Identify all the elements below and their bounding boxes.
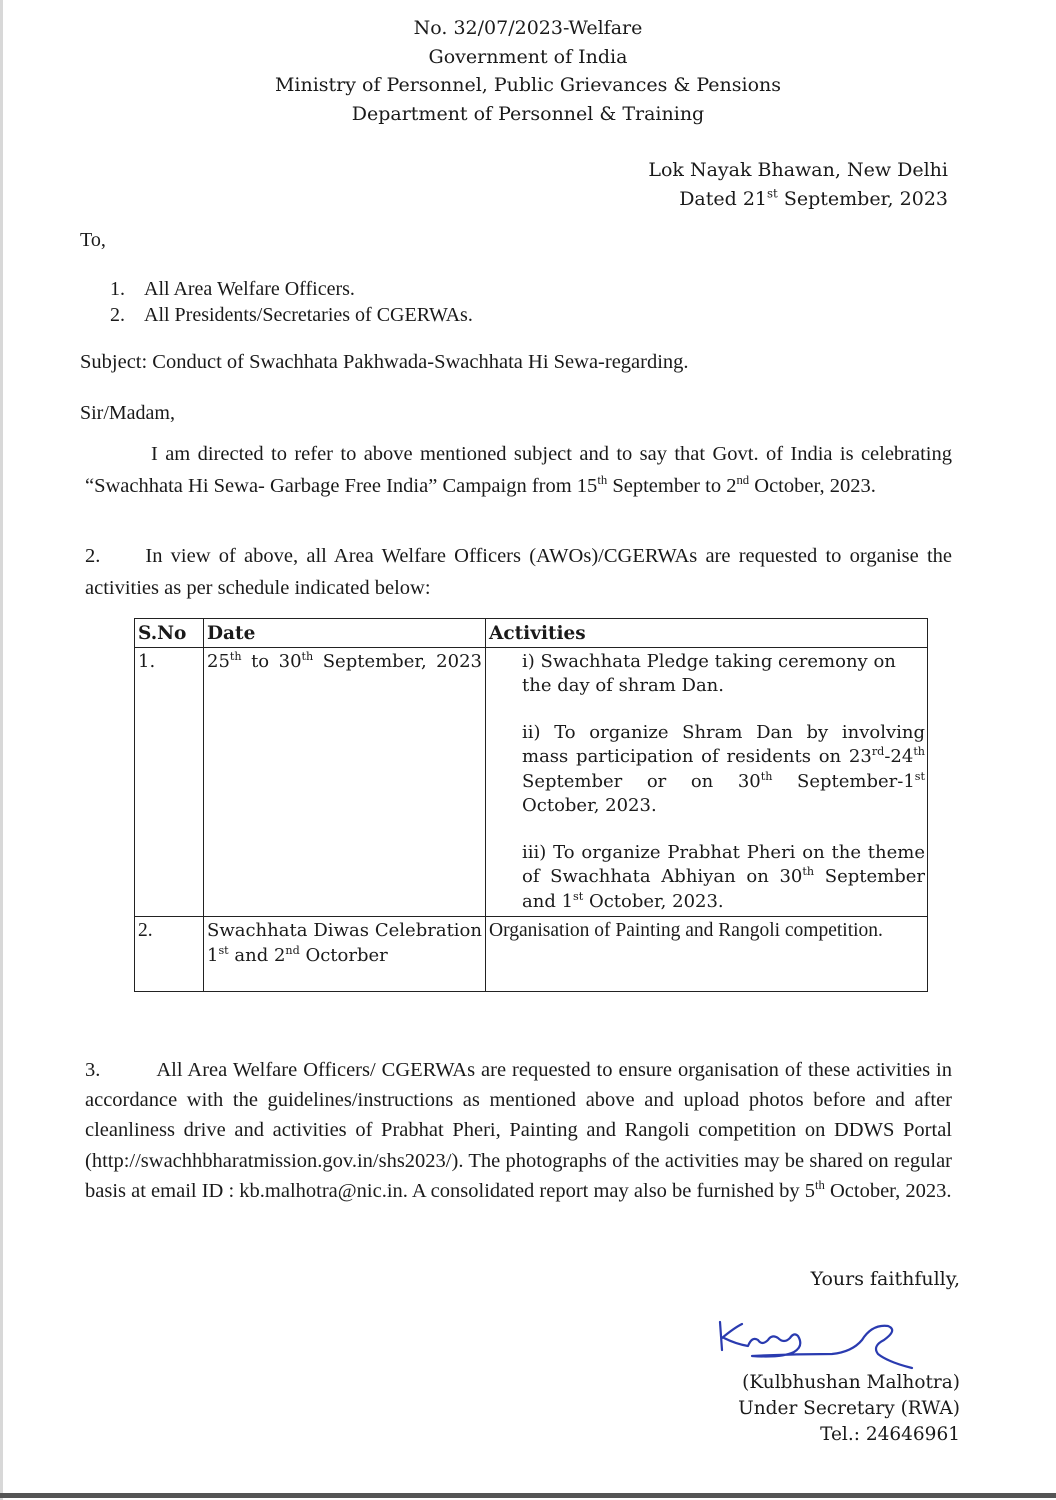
signer-block (738, 1370, 960, 1448)
cell-activities: Organisation of Painting and Rangoli competition. (486, 917, 928, 992)
scan-edge (0, 0, 3, 1500)
letter-header (0, 14, 1056, 128)
activity-i: i) Swachhata Pledge taking ceremony on the day of shram Dan. (522, 650, 896, 696)
closing-line: Yours faithfully, (810, 1268, 960, 1290)
reference-number: No. 32/07/2023-Welfare (413, 17, 643, 39)
signature-icon (712, 1310, 922, 1370)
table-row (135, 647, 928, 917)
column-header-activities: Activities (486, 619, 928, 648)
cell-sno: 1. (135, 647, 204, 917)
cell-sno: 2. (135, 917, 204, 992)
table-header-row (135, 619, 928, 648)
recipient-item: 1. All Area Welfare Officers. (110, 278, 355, 300)
column-header-date: Date (204, 619, 486, 648)
subject-line: Subject: Conduct of Swachhata Pakhwada-Swachhata Hi Sewa-regarding. (80, 351, 689, 373)
government-name: Government of India (428, 45, 628, 68)
cell-date: 25th to 30th September, 2023 (204, 647, 486, 917)
salutation: Sir/Madam, (80, 402, 175, 424)
cell-activities (486, 647, 928, 917)
signer-designation: Under Secretary (RWA) (738, 1398, 960, 1419)
to-label: To, (80, 229, 106, 251)
signer-telephone: Tel.: 24646961 (820, 1424, 960, 1445)
place-and-date (648, 156, 948, 214)
activity-schedule-table (134, 618, 928, 992)
recipient-list (110, 276, 473, 328)
paragraph-1: I am directed to refer to above mentioned subject and to say that Govt. of India is celebrating “Swachhata Hi Sewa- Garbage Free India” Campaign from 15th September to 2nd October, 2023. (85, 443, 952, 497)
date: Dated 21st September, 2023 (679, 186, 948, 210)
activity-ii: ii) To organize Shram Dan by involving mass participation of residents on 23rd-24th September or on 30th September-1st October, 2023. (522, 721, 925, 816)
signer-name: (Kulbhushan Malhotra) (742, 1372, 960, 1393)
scan-bottom-edge (0, 1493, 1056, 1498)
table-row (135, 917, 928, 992)
paragraph-3: 3. All Area Welfare Officers/ CGERWAs are requested to ensure organisation of these activities in accordance with the guidelines/instructions as mentioned above and upload photos before and after cleanliness drive and activities of Prabhat Pheri, Painting and Rangoli competition on DDWS Portal (http://swachhbharatmission.gov.in/shs2023/). The photographs of the activities may be shared on regular basis at email ID : kb.malhotra@nic.in. A consolidated report may also be furnished by 5th October, 2023. (85, 1059, 952, 1202)
column-header-sno: S.No (135, 619, 204, 648)
activity-iii: iii) To organize Prabhat Pheri on the theme of Swachhata Abhiyan on 30th September and 1st October, 2023. (522, 841, 925, 912)
paragraph-2: 2. In view of above, all Area Welfare Officers (AWOs)/CGERWAs are requested to organise the activities as per schedule indicated below: (85, 545, 952, 599)
cell-date: Swachhata Diwas Celebration 1st and 2nd Octorber (204, 917, 486, 992)
department-name: Department of Personnel & Training (351, 102, 705, 125)
location: Lok Nayak Bhawan, New Delhi (648, 159, 948, 181)
recipient-item: 2. All Presidents/Secretaries of CGERWAs. (110, 304, 473, 326)
ministry-name: Ministry of Personnel, Public Grievances & Pensions (274, 74, 782, 96)
